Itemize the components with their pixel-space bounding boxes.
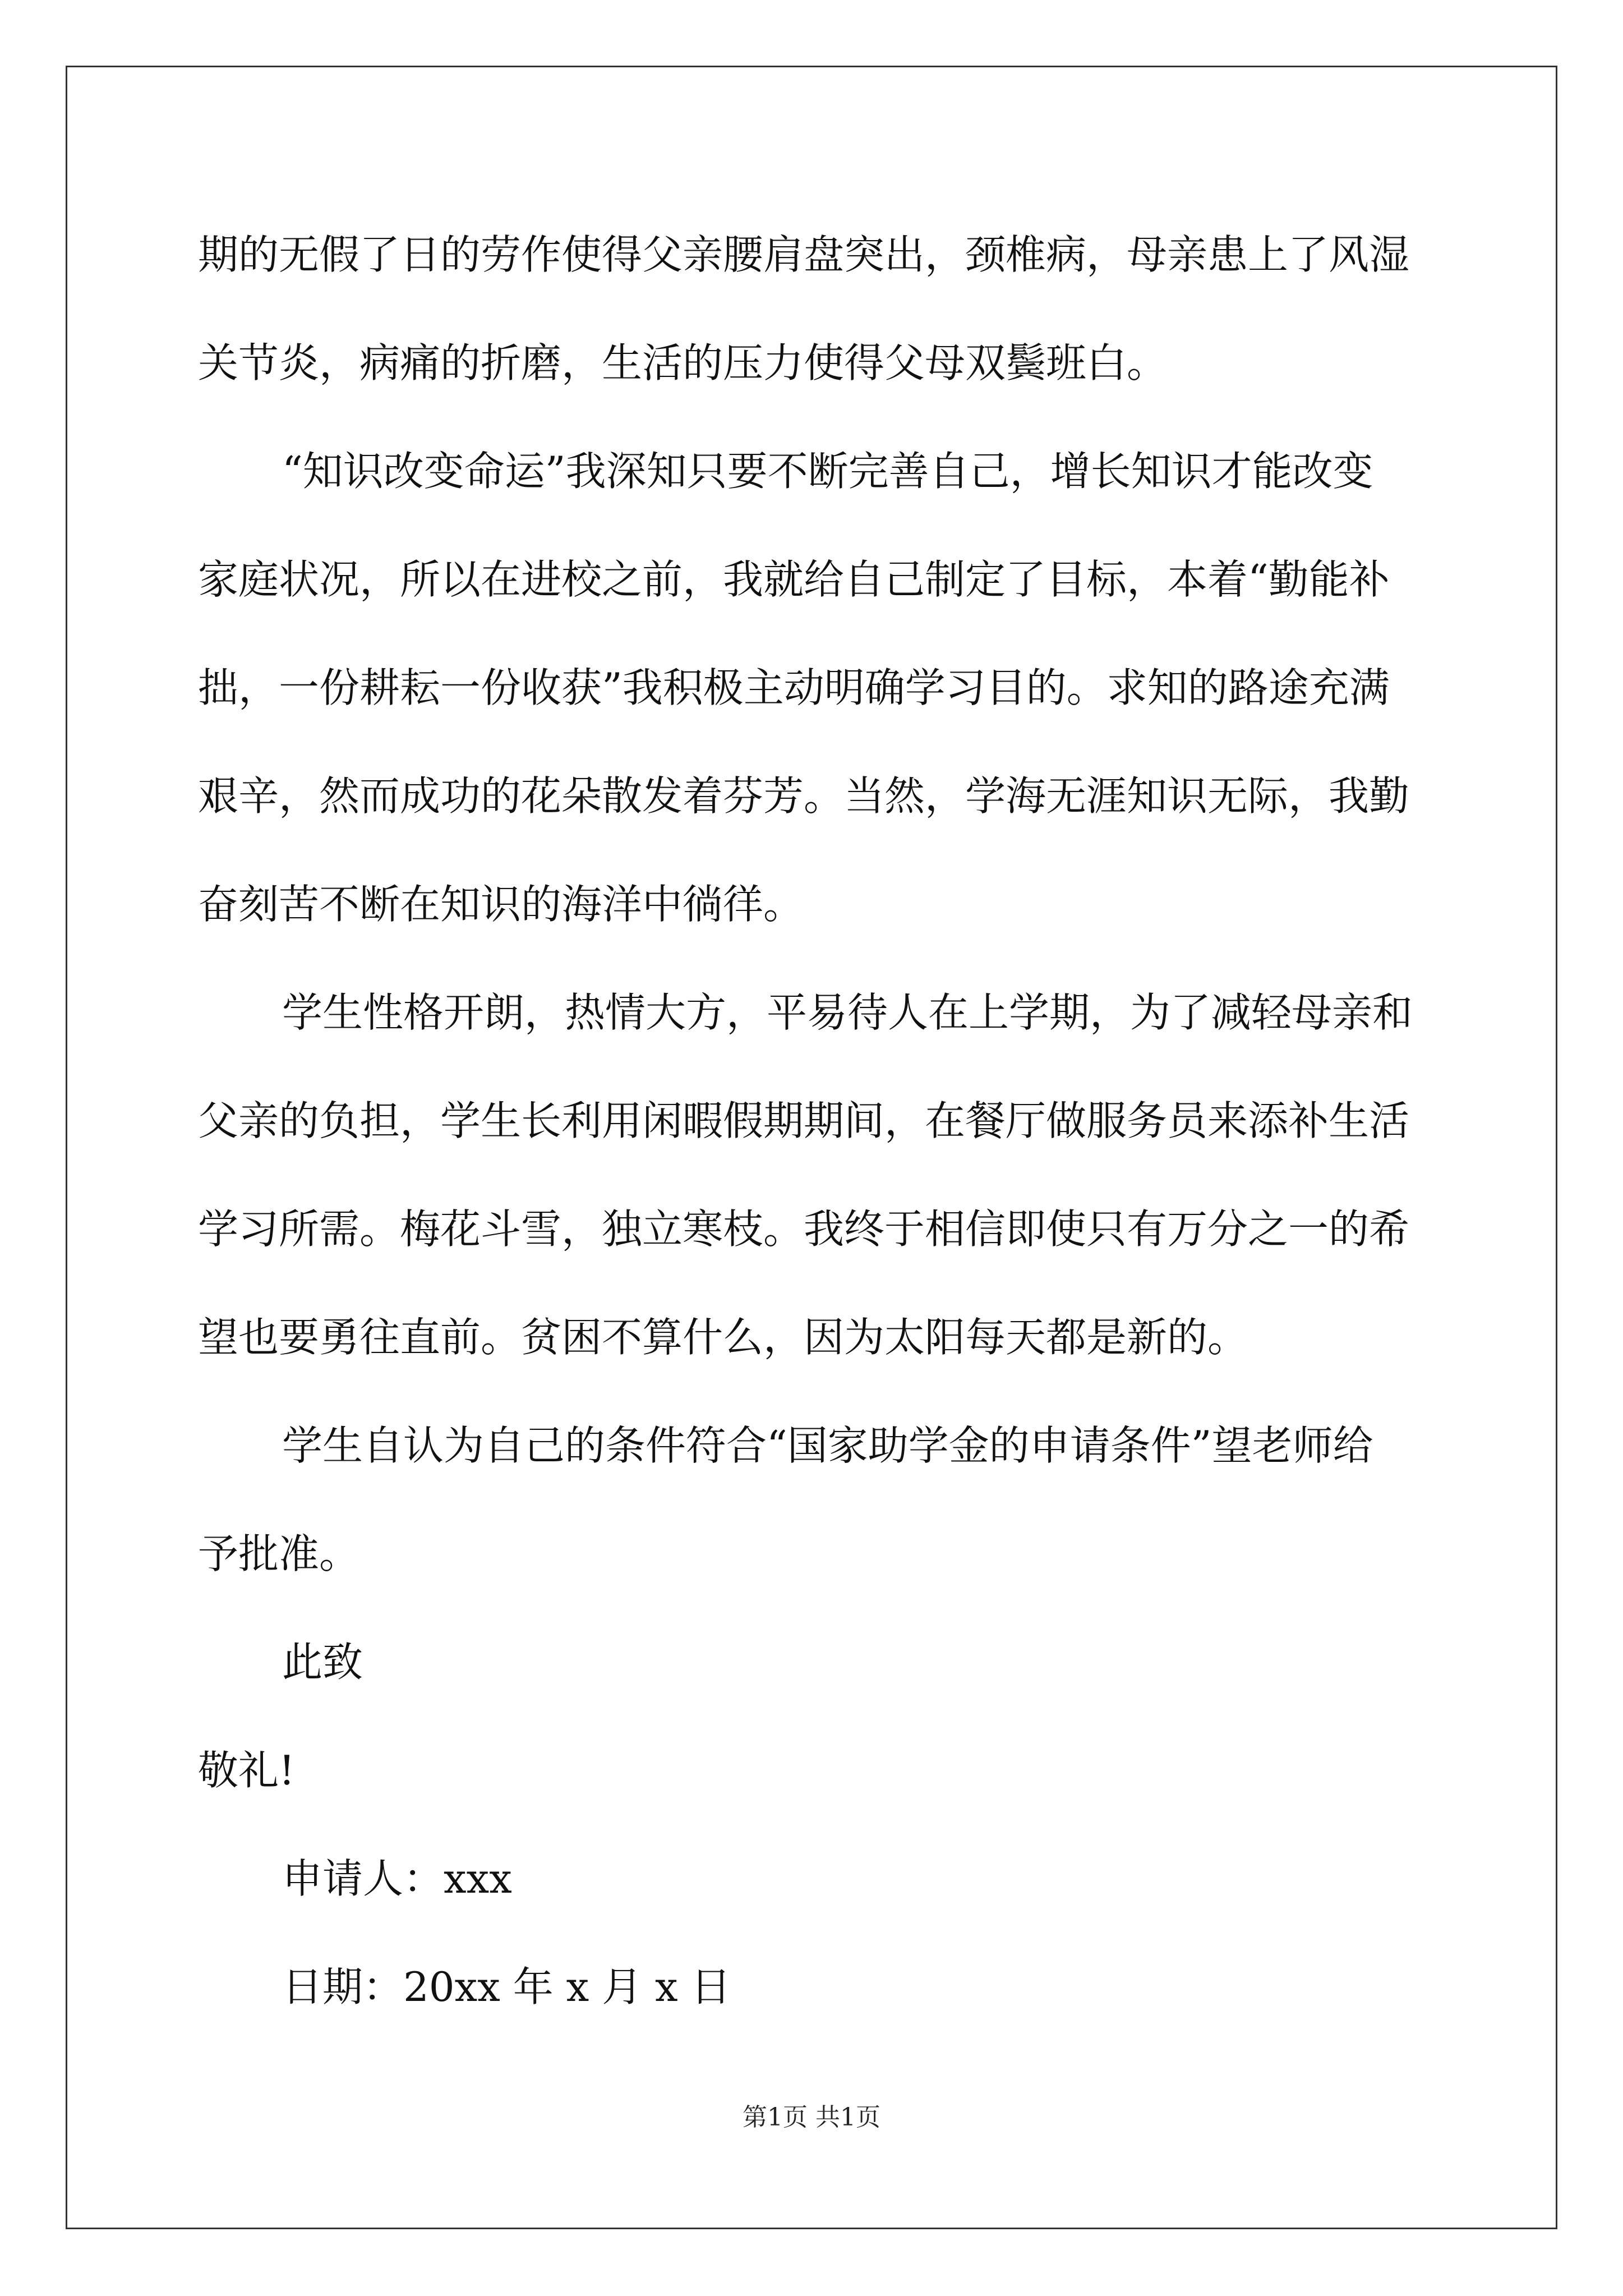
text-line: 期的无假了日的劳作使得父亲腰肩盘突出，颈椎病，母亲患上了风湿 — [198, 231, 1410, 278]
text-line: 拙，一份耕耘一份收获”我积极主动明确学习目的。求知的路途充满 — [198, 664, 1390, 711]
text-line: 学生自认为自己的条件符合“国家助学金的申请条件”望老师给 — [282, 1422, 1373, 1469]
text-line: 予批准。 — [198, 1530, 360, 1577]
date-line: 日期：20xx 年 x 月 x 日 — [282, 1963, 731, 2010]
text-line: 奋刻苦不断在知识的海洋中徜徉。 — [198, 881, 804, 928]
page-number-footer: 第1页 共1页 — [743, 2103, 880, 2132]
salutation-line: 敬礼! — [198, 1747, 295, 1794]
text-line: 学生性格开朗，热情大方，平易待人在上学期，为了减轻母亲和 — [282, 989, 1413, 1036]
text-line: “知识改变命运”我深知只要不断完善自己，增长知识才能改变 — [282, 448, 1373, 495]
applicant-line: 申请人：xxx — [282, 1855, 512, 1902]
text-line: 家庭状况，所以在进校之前，我就给自己制定了目标，本着“勤能补 — [198, 556, 1390, 603]
text-line: 艰辛，然而成功的花朵散发着芬芳。当然，学海无涯知识无际，我勤 — [198, 772, 1410, 820]
text-line: 学习所需。梅花斗雪，独立寒枝。我终于相信即使只有万分之一的希 — [198, 1205, 1410, 1253]
text-line: 望也要勇往直前。贫困不算什么，因为太阳每天都是新的。 — [198, 1314, 1248, 1361]
text-line: 关节炎，病痛的折磨，生活的压力使得父母双鬓班白。 — [198, 339, 1168, 386]
document-body — [198, 201, 1426, 2041]
text-line: 父亲的负担，学生长利用闲暇假期期间，在餐厅做服务员来添补生活 — [198, 1097, 1410, 1144]
salutation-line: 此致 — [282, 1639, 363, 1686]
